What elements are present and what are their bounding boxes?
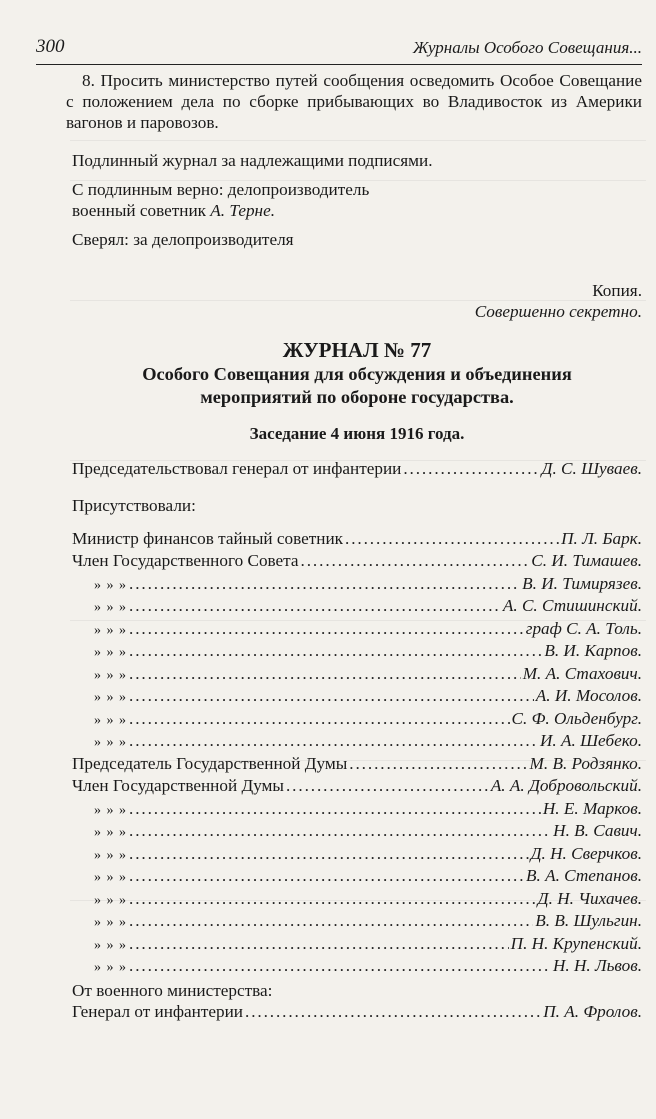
journal-title-line-2: мероприятий по обороне государства. [200,387,514,408]
attendee-title: » » » [94,577,127,593]
chair-label: Председательствовал генерал от инфантерии [72,459,402,479]
war-ministry-label: Генерал от инфантерии [72,1001,243,1021]
attendee-row [72,663,642,686]
leader-dots [129,865,524,886]
attendee-name: граф С. А. Толь. [525,618,642,638]
leader-dots [129,595,501,616]
attendee-title: » » » [94,667,127,683]
attendee-name: И. А. Шебеко. [540,731,642,751]
running-title: Журналы Особого Совещания... [412,38,642,57]
attendee-name: А. С. Стишинский. [502,596,642,616]
attendee-title: » » » [94,802,127,818]
checked-note: Сверял: за делопроизводителя [72,230,294,250]
clerk-name: А. Терне. [210,201,276,221]
war-ministry-row [72,1001,642,1024]
leader-dots [129,820,551,841]
attendee-row [72,640,642,663]
attendee-row [72,685,642,708]
attendee-row [72,955,642,978]
leader-dots [129,955,551,976]
attendee-title: » » » [94,622,127,638]
attendee-name: А. А. Добровольский. [490,776,642,796]
item-8-paragraph: 8. Просить министерство путей сообщения осведомить Особое Совещание с положением дела по сборке прибывающих во Владивосток из Америки вагонов и паровозов. [66,71,642,132]
leader-dots [129,685,534,706]
attendee-title: » » » [94,825,127,841]
attendee-row [72,753,642,776]
leader-dots [129,663,521,684]
attendee-name: Д. Н. Чихачев. [537,888,642,908]
attendee-name: В. В. Шульгин. [535,911,642,931]
session-date: Заседание 4 июня 1916 года. [249,424,465,444]
leader-dots [129,708,510,729]
leader-dots [129,573,520,594]
attendee-row [72,708,642,731]
chair-row [72,458,642,481]
attendee-name: П. Н. Крупенский. [510,933,642,953]
war-ministry-heading: От военного министерства: [72,980,273,1000]
leader-dots [245,1001,541,1022]
attendee-list [72,528,642,978]
attendee-title: Член Государственного Совета [72,551,299,571]
leader-dots [129,798,541,819]
leader-dots [129,843,529,864]
attendee-row [72,910,642,933]
original-note: Подлинный журнал за надлежащими подписями. [72,151,433,171]
attendee-title: » » » [94,870,127,886]
attendee-name: Н. Е. Марков. [542,798,642,818]
attendee-row [72,798,642,821]
attendee-name: М. А. Стахович. [522,663,642,683]
attendee-title: Министр финансов тайный советник [72,528,344,548]
attendee-name: Н. В. Савич. [553,821,642,841]
journal-title-line-1: Особого Совещания для обсуждения и объединения [142,364,572,385]
attendee-title: » » » [94,600,127,616]
attendee-row [72,888,642,911]
attendee-title: » » » [94,960,127,976]
leader-dots [129,910,533,931]
attendee-name: М. В. Родзянко. [529,753,642,773]
leader-dots [349,753,527,774]
attendee-name: П. Л. Барк. [561,528,642,548]
page-body [66,70,642,1023]
journal-title-block [72,338,642,444]
attendee-row [72,933,642,956]
page-number: 300 [36,36,65,57]
attendee-title: Член Государственной Думы [72,776,284,796]
attendee-row [72,730,642,753]
attendee-row [72,820,642,843]
leader-dots [286,775,489,796]
leader-dots [345,528,559,549]
attendee-row [72,595,642,618]
attendee-title: » » » [94,892,127,908]
leader-dots [129,888,536,909]
leader-dots [129,933,509,954]
attendee-row [72,618,642,641]
chair-name: Д. С. Шуваев. [541,459,642,479]
attendee-row [72,775,642,798]
verified-line-2 [72,200,642,221]
attendee-name: Н. Н. Львов. [552,956,642,976]
attendee-name: Д. Н. Сверчков. [530,843,642,863]
attendee-title: » » » [94,937,127,953]
copy-mark: Копия. [592,281,642,301]
attendee-row [72,573,642,596]
attendee-name: С. Ф. Ольденбург. [511,708,642,728]
attendee-name: А. И. Мосолов. [535,686,642,706]
attendee-row [72,865,642,888]
page-header [36,34,642,65]
war-ministry-name: П. А. Фролов. [543,1001,642,1021]
attendee-title: » » » [94,915,127,931]
verified-line-1: С подлинным верно: делопроизводитель [72,180,370,200]
attendee-name: С. И. Тимашев. [531,551,642,571]
attendee-name: В. И. Тимирязев. [522,573,642,593]
attendee-title: » » » [94,645,127,661]
verified-prefix: военный советник [72,201,206,221]
journal-number: ЖУРНАЛ № 77 [282,338,432,363]
attendee-row [72,528,642,551]
attendee-name: В. А. Степанов. [526,866,642,886]
leader-dots [403,458,539,479]
attendee-name: В. И. Карпов. [544,641,642,661]
attendee-row [72,843,642,866]
leader-dots [301,550,530,571]
attendee-title: » » » [94,735,127,751]
leader-dots [129,618,524,639]
present-heading: Присутствовали: [72,495,196,515]
leader-dots [129,640,542,661]
attendee-title: » » » [94,712,127,728]
attendee-title: » » » [94,690,127,706]
attendee-title: Председатель Государственной Думы [72,753,348,773]
attendee-title: » » » [94,847,127,863]
attendee-row [72,550,642,573]
secret-mark: Совершенно секретно. [474,302,642,322]
leader-dots [129,730,538,751]
